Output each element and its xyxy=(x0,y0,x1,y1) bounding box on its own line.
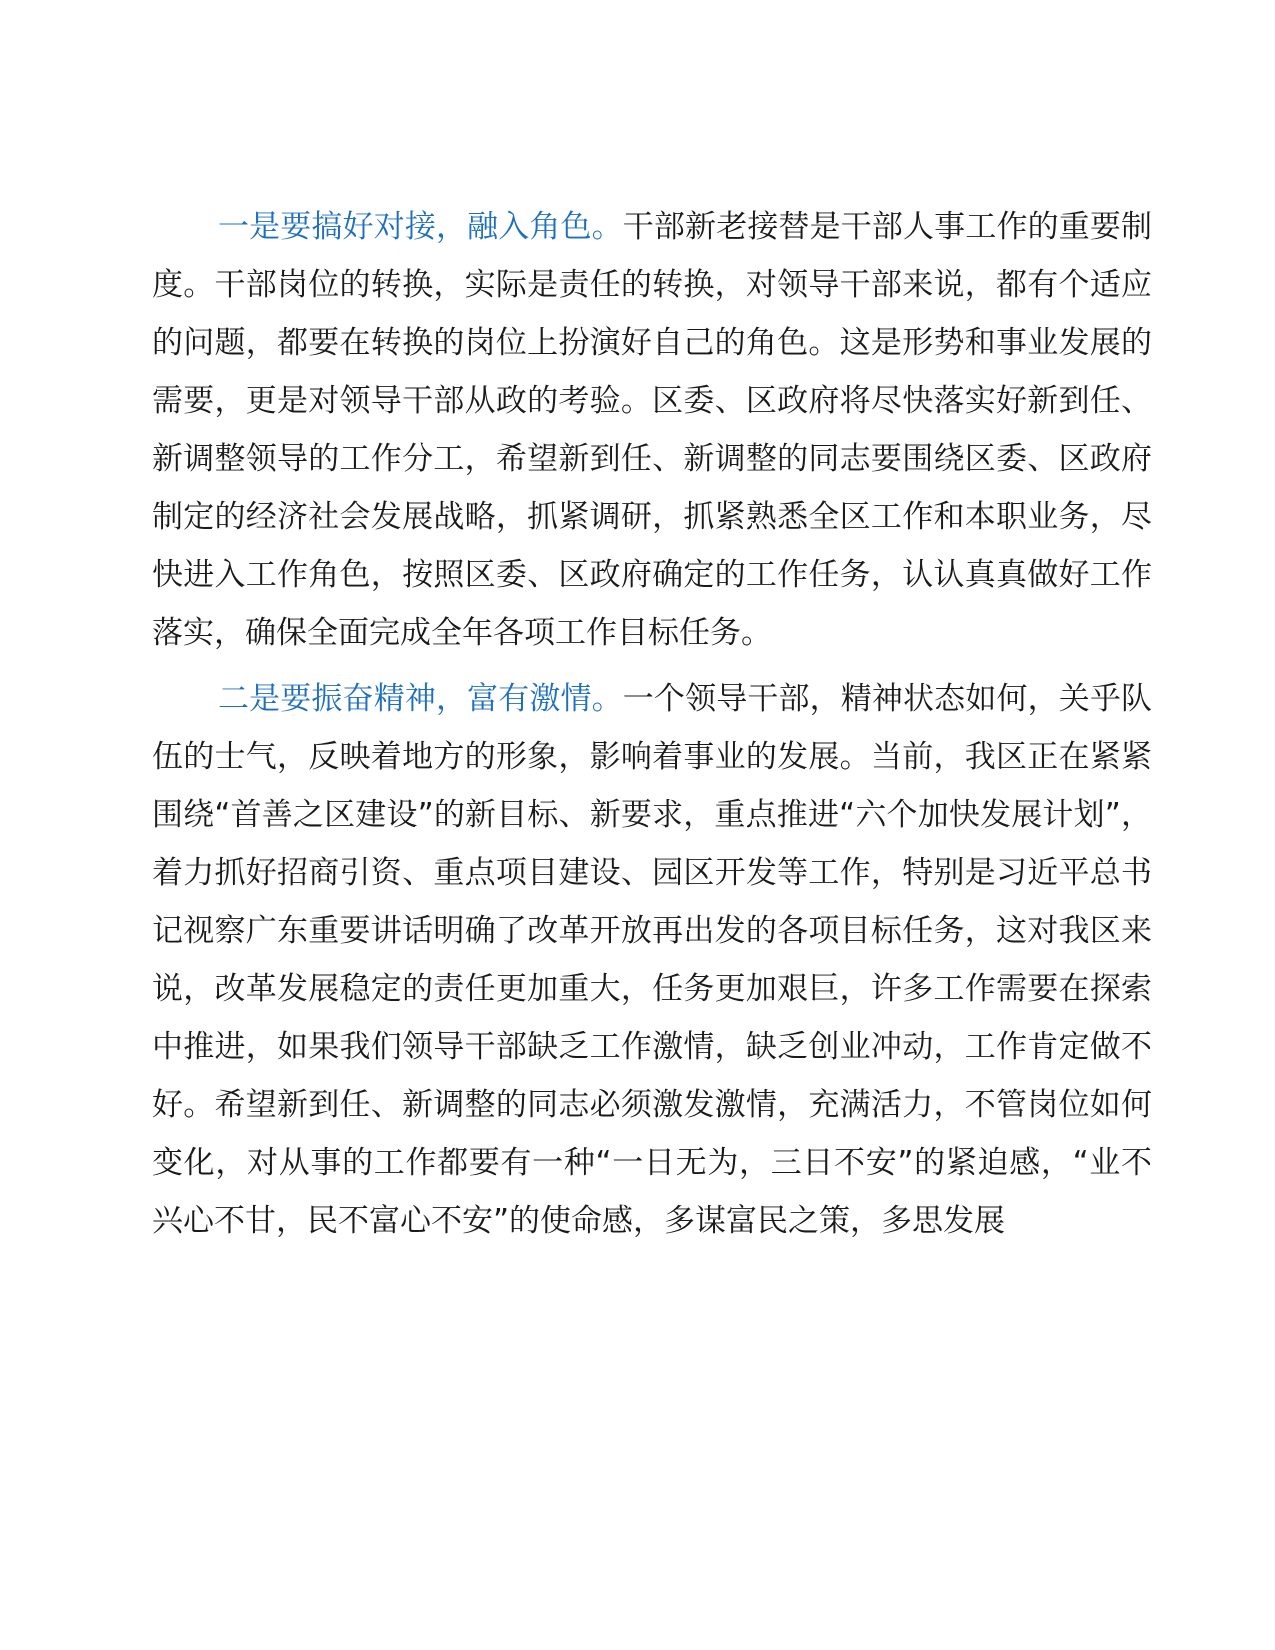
paragraph-2-text: 一个领导干部，精神状态如何，关乎队伍的士气，反映着地方的形象，影响着事业的发展。当前，我区正在紧紧围绕“首善之区建设”的新目标、新要求，重点推进“六个加快发展计划”，着力抓好招商引资、重点项目建设、园区开发等工作，特别是习近平总书记视察广东重要讲话明确了改革开放再出发的各项目标任务，这对我区来说，改革发展稳定的责任更加重大，任务更加艰巨，许多工作需要在探索中推进，如果我们领导干部缺乏工作激情，缺乏创业冲动，工作肯定做不好。希望新到任、新调整的同志必须激发激情，充满活力，不管岗位如何变化，对从事的工作都要有一种“一日无为，三日不安”的紧迫感，“业不兴心不甘，民不富心不安”的使命感，多谋富民之策，多思发展 xyxy=(152,681,1153,1239)
paragraph-2-heading: 二是要振奋精神，富有激情。 xyxy=(218,681,623,717)
paragraph-1-heading: 一是要搞好对接，融入角色。 xyxy=(218,209,623,245)
paragraph-1-text: 干部新老接替是干部人事工作的重要制度。干部岗位的转换，实际是责任的转换，对领导干部来说，都有个适应的问题，都要在转换的岗位上扮演好自己的角色。这是形势和事业发展的需要，更是对领导干部从政的考验。区委、区政府将尽快落实好新到任、新调整领导的工作分工，希望新到任、新调整的同志要围绕区委、区政府制定的经济社会发展战略，抓紧调研，抓紧熟悉全区工作和本职业务，尽快进入工作角色，按照区委、区政府确定的工作任务，认认真真做好工作落实，确保全面完成全年各项工作目标任务。 xyxy=(152,209,1153,651)
paragraph-1 xyxy=(152,198,1152,662)
document-body xyxy=(152,198,1152,1250)
paragraph-2 xyxy=(152,670,1152,1250)
